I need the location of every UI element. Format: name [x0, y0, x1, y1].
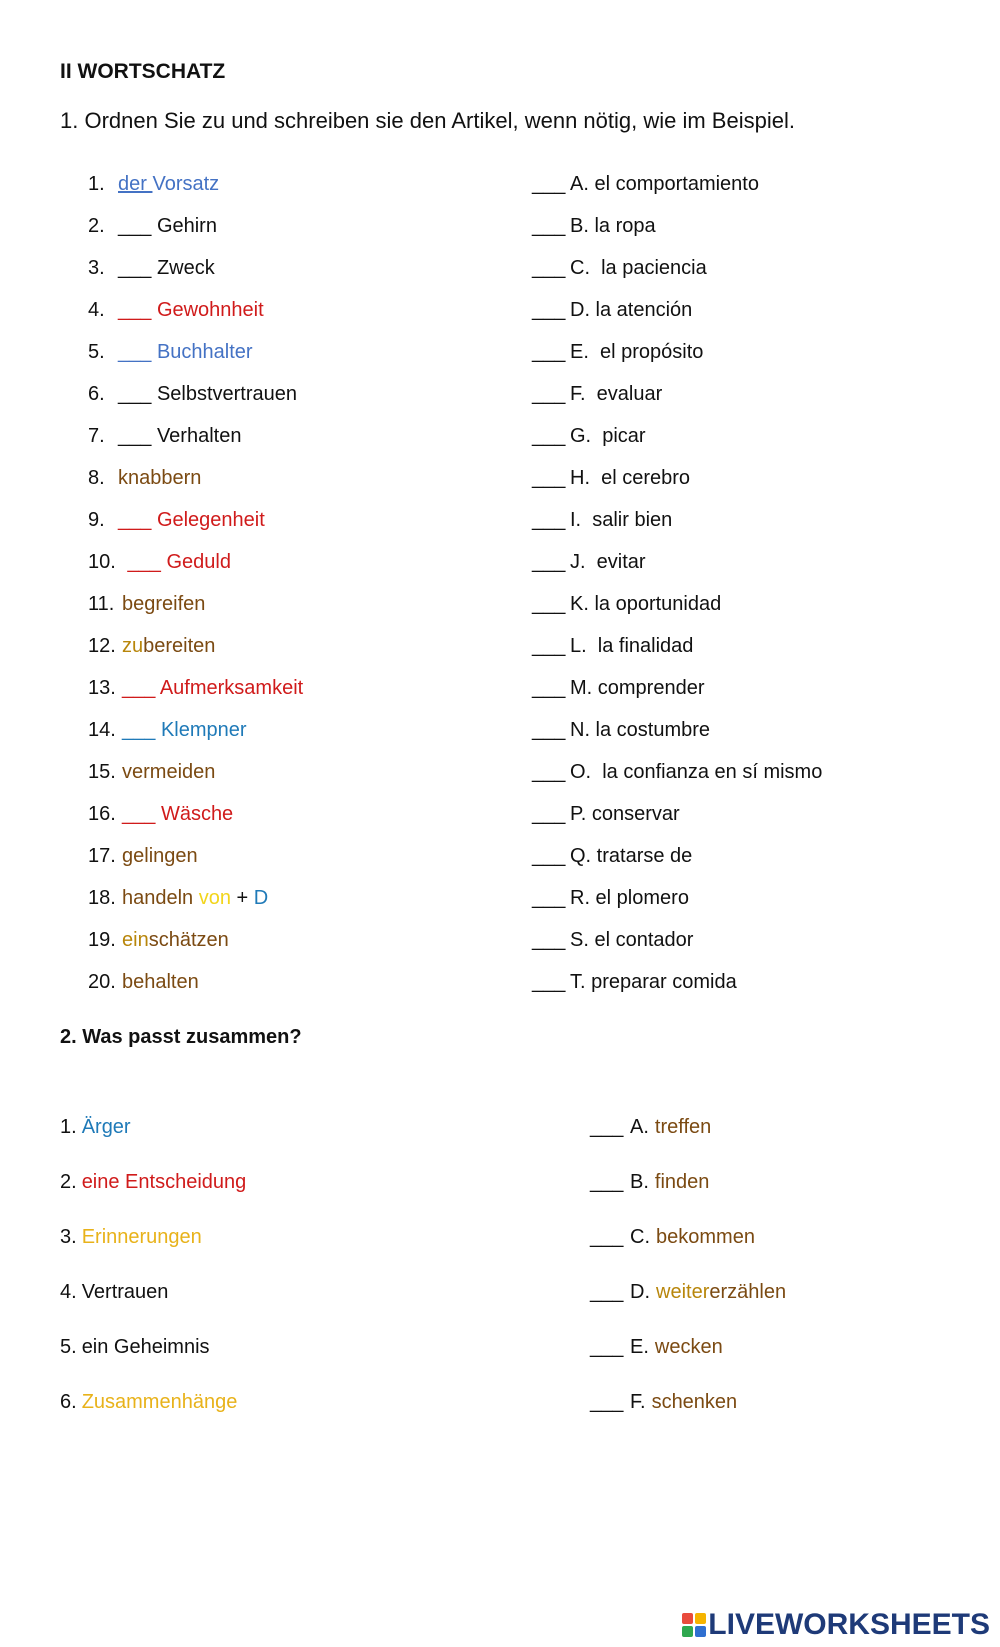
logo-square-3 [682, 1626, 693, 1637]
item-number: 5. [88, 341, 105, 363]
exercise1-right-item [532, 466, 690, 490]
item-letter: E. [630, 1336, 649, 1358]
item-number: 2. [60, 1171, 77, 1193]
answer-blank[interactable]: ___ [532, 593, 566, 615]
item-text-part: ___ [118, 257, 157, 279]
exercise1-left-item [88, 592, 205, 616]
item-text-part: ___ [118, 383, 157, 405]
item-text-part: Gelegenheit [156, 509, 265, 531]
exercise1-instruction: 1. Ordnen Sie zu und schreiben sie den Artikel, wenn nötig, wie im Beispiel. [60, 108, 795, 133]
item-text: Q. tratarse de [570, 845, 693, 867]
item-number: 9. [88, 509, 105, 531]
item-text: M. comprender [570, 677, 705, 699]
item-text-part: Zweck [156, 257, 215, 279]
answer-blank[interactable]: ___ [532, 173, 566, 195]
item-number: 8. [88, 467, 105, 489]
answer-blank[interactable]: ___ [532, 383, 566, 405]
item-letter: D. [630, 1281, 650, 1303]
item-text-part: ein [122, 929, 149, 951]
item-text: F. evaluar [570, 383, 663, 405]
answer-blank[interactable]: ___ [532, 425, 566, 447]
item-text-part: Ärger [81, 1116, 131, 1138]
item-text-part: Zusammenhänge [81, 1391, 238, 1413]
item-text-part: Vorsatz [152, 173, 220, 195]
exercise1-right-item [532, 382, 662, 406]
item-text: O. la confianza en sí mismo [570, 761, 823, 783]
item-text-part: ___ [118, 341, 157, 363]
item-letter: F. [630, 1391, 646, 1413]
item-letter: B. [630, 1171, 649, 1193]
item-text-part: Vertrauen [81, 1281, 169, 1303]
item-text-part: weiter [656, 1281, 710, 1303]
item-text-part: bekommen [656, 1226, 755, 1248]
item-number: 7. [88, 425, 105, 447]
item-letter: C. [630, 1226, 650, 1248]
item-text: H. el cerebro [570, 467, 691, 489]
item-text-part: Verhalten [156, 425, 242, 447]
exercise1-left-item [88, 760, 215, 784]
logo-square-4 [695, 1626, 706, 1637]
item-number: 15. [88, 761, 116, 783]
item-number: 12. [88, 635, 116, 657]
exercise1-left-item [88, 928, 229, 952]
item-text-part: handeln [122, 887, 199, 909]
answer-blank[interactable]: ___ [532, 761, 566, 783]
item-text-part: ___ [118, 509, 157, 531]
item-text-part: Gehirn [156, 215, 217, 237]
exercise1-left-item [88, 802, 233, 826]
exercise1-left-item [88, 340, 253, 364]
item-text-part: D [253, 887, 269, 909]
exercise1-left-item [88, 676, 303, 700]
exercise1-right-item [532, 970, 737, 994]
exercise1-left-item [88, 844, 198, 868]
item-text-part: vermeiden [122, 761, 216, 783]
exercise1-right-item [532, 844, 692, 868]
item-text: I. salir bien [570, 509, 673, 531]
item-text-part: der [118, 173, 153, 195]
exercise2-left-item [60, 1280, 168, 1304]
item-number: 18. [88, 887, 116, 909]
item-text-part: ___ [122, 677, 160, 699]
item-text-part: + [231, 887, 254, 909]
item-number: 1. [88, 173, 105, 195]
answer-blank[interactable]: ___ [532, 635, 566, 657]
item-number: 19. [88, 929, 116, 951]
item-text: G. picar [570, 425, 646, 447]
exercise1-right-item [532, 634, 693, 658]
item-text: L. la finalidad [570, 635, 694, 657]
item-text-part: schätzen [148, 929, 229, 951]
exercise1-right-item [532, 676, 705, 700]
item-text: P. conservar [570, 803, 680, 825]
logo-text: LIVEWORKSHEETS [708, 1608, 990, 1641]
item-number: 5. [60, 1336, 77, 1358]
answer-blank[interactable]: ___ [590, 1281, 624, 1303]
answer-blank[interactable]: ___ [532, 845, 566, 867]
exercise1-left-item [88, 466, 201, 490]
item-text-part: ein Geheimnis [81, 1336, 210, 1358]
item-number: 20. [88, 971, 116, 993]
answer-blank[interactable]: ___ [532, 677, 566, 699]
item-text-part: eine Entscheidung [81, 1171, 247, 1193]
exercise1-right-item [532, 592, 721, 616]
exercise2-right-item [590, 1115, 711, 1139]
item-text: K. la oportunidad [570, 593, 722, 615]
answer-blank[interactable]: ___ [590, 1116, 624, 1138]
exercise2-right-item [590, 1335, 723, 1359]
answer-blank[interactable]: ___ [532, 509, 566, 531]
item-text: S. el contador [570, 929, 694, 951]
exercise1-left-item [88, 172, 219, 196]
exercise1-left-item [88, 508, 265, 532]
item-text-part: Gewohnheit [156, 299, 264, 321]
item-text-part: wecken [654, 1336, 723, 1358]
item-text-part: ___ [122, 551, 167, 573]
exercise1-right-item [532, 550, 646, 574]
item-text-part: ___ [122, 719, 161, 741]
exercise2-title: 2. Was passt zusammen? [60, 1026, 302, 1048]
item-text-part: zu [122, 635, 144, 657]
exercise1-right-item [532, 760, 822, 784]
item-text-part: finden [654, 1171, 710, 1193]
answer-blank[interactable]: ___ [532, 341, 566, 363]
item-number: 3. [60, 1226, 77, 1248]
liveworksheets-logo [682, 1608, 990, 1642]
item-number: 11. [88, 593, 115, 615]
exercise2-right-item [590, 1225, 755, 1249]
exercise1-left-item [88, 214, 217, 238]
exercise1-right-item [532, 340, 703, 364]
item-text: T. preparar comida [570, 971, 737, 993]
item-text-part: ___ [122, 803, 161, 825]
exercise1-right-item [532, 928, 693, 952]
exercise2-right-item [590, 1390, 737, 1414]
answer-blank[interactable]: ___ [532, 257, 566, 279]
answer-blank[interactable]: ___ [532, 929, 566, 951]
exercise1-right-item [532, 424, 646, 448]
item-text: N. la costumbre [570, 719, 711, 741]
exercise1-right-item [532, 508, 672, 532]
exercise1-right-item [532, 214, 656, 238]
logo-square-1 [682, 1613, 693, 1624]
item-text-part: bereiten [143, 635, 216, 657]
answer-blank[interactable]: ___ [532, 551, 566, 573]
answer-blank[interactable]: ___ [532, 719, 566, 741]
item-text-part: ___ [118, 425, 157, 447]
exercise1-right-item [532, 718, 710, 742]
item-number: 16. [88, 803, 116, 825]
item-text-part: erzählen [709, 1281, 787, 1303]
exercise1-left-item [88, 634, 215, 658]
item-text-part: knabbern [118, 467, 202, 489]
item-letter: A. [630, 1116, 649, 1138]
exercise1-right-item [532, 256, 707, 280]
item-text: A. el comportamiento [570, 173, 759, 195]
exercise2-left-item [60, 1170, 246, 1194]
answer-blank[interactable]: ___ [590, 1226, 624, 1248]
item-number: 4. [60, 1281, 77, 1303]
exercise1-left-item [88, 382, 297, 406]
item-text-part: Erinnerungen [81, 1226, 202, 1248]
exercise1-left-item [88, 550, 231, 574]
item-text-part: Buchhalter [156, 341, 253, 363]
item-number: 4. [88, 299, 105, 321]
item-number: 6. [88, 383, 105, 405]
exercise2-right-item [590, 1280, 786, 1304]
exercise2-left-item [60, 1115, 131, 1139]
exercise2-right-item [590, 1170, 709, 1194]
exercise1-left-item [88, 256, 215, 280]
item-number: 3. [88, 257, 105, 279]
item-number: 6. [60, 1391, 77, 1413]
item-text-part: ___ [118, 299, 157, 321]
answer-blank[interactable]: ___ [532, 971, 566, 993]
item-text-part: Klempner [160, 719, 247, 741]
answer-blank[interactable]: ___ [532, 467, 566, 489]
answer-blank[interactable]: ___ [590, 1391, 624, 1413]
section-title: II WORTSCHATZ [60, 60, 226, 83]
item-text-part: Aufmerksamkeit [159, 677, 304, 699]
item-number: 2. [88, 215, 105, 237]
exercise2-left-item [60, 1390, 237, 1414]
item-number: 17. [88, 845, 116, 867]
exercise1-left-item [88, 886, 268, 910]
item-number: 13. [88, 677, 116, 699]
item-text: R. el plomero [570, 887, 689, 909]
item-text-part: Geduld [166, 551, 231, 573]
item-text-part: treffen [654, 1116, 712, 1138]
exercise1-right-item [532, 172, 759, 196]
item-number: 14. [88, 719, 116, 741]
item-text: E. el propósito [570, 341, 704, 363]
item-text-part: ___ [118, 215, 157, 237]
exercise2-left-item [60, 1335, 210, 1359]
answer-blank[interactable]: ___ [532, 803, 566, 825]
item-text-part: gelingen [122, 845, 198, 867]
exercise2-left-item [60, 1225, 202, 1249]
exercise1-left-item [88, 424, 241, 448]
exercise1-right-item [532, 802, 680, 826]
exercise1-left-item [88, 298, 264, 322]
item-text-part: behalten [122, 971, 199, 993]
answer-blank[interactable]: ___ [532, 299, 566, 321]
item-text-part: von [198, 887, 231, 909]
answer-blank[interactable]: ___ [532, 887, 566, 909]
answer-blank[interactable]: ___ [590, 1171, 624, 1193]
exercise1-right-item [532, 886, 689, 910]
item-text-part: Wäsche [160, 803, 234, 825]
item-text-part: Selbstvertrauen [156, 383, 298, 405]
item-text-part: schenken [651, 1391, 738, 1413]
logo-icon [682, 1613, 706, 1637]
exercise1-left-item [88, 970, 199, 994]
item-text-part: begreifen [122, 593, 206, 615]
item-text: D. la atención [570, 299, 693, 321]
exercise1-right-item [532, 298, 692, 322]
exercise1-left-item [88, 718, 247, 742]
item-number: 1. [60, 1116, 77, 1138]
item-number: 10. [88, 551, 116, 573]
item-text: B. la ropa [570, 215, 656, 237]
item-text: C. la paciencia [570, 257, 707, 279]
item-text: J. evitar [570, 551, 646, 573]
answer-blank[interactable]: ___ [532, 215, 566, 237]
answer-blank[interactable]: ___ [590, 1336, 624, 1358]
logo-square-2 [695, 1613, 706, 1624]
